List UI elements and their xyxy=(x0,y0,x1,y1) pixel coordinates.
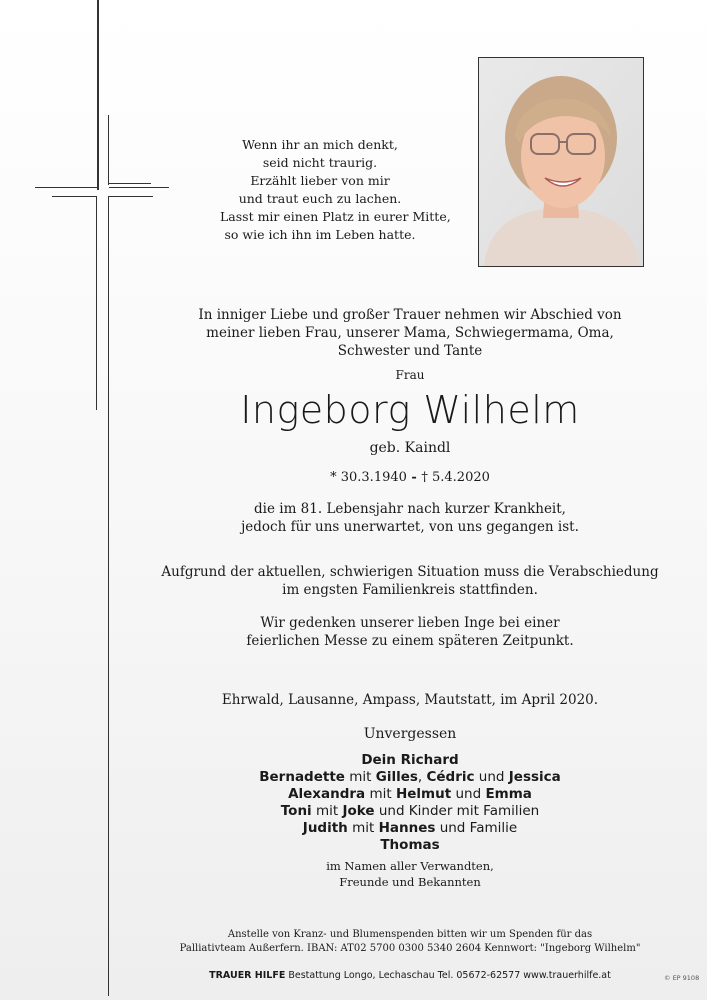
connector: mit xyxy=(344,769,376,785)
donation-text xyxy=(150,928,670,956)
maiden-name: geb. Kaindl xyxy=(369,440,451,456)
intro-text xyxy=(170,306,650,360)
cross-horizontal-line xyxy=(108,183,151,184)
mourner-name: Judith xyxy=(302,820,348,836)
mourner-name: Emma xyxy=(485,786,532,802)
connector: mit xyxy=(311,803,343,819)
connector: , xyxy=(417,769,427,785)
donation-line: Palliativteam Außerfern. IBAN: AT02 5700 0300 5340 2604 Kennwort: "Ingeborg Wilhelm" xyxy=(179,943,641,954)
death-date: † 5.4.2020 xyxy=(421,470,490,485)
mourner-name: Cédric xyxy=(426,769,475,785)
connector: und Familie xyxy=(435,820,518,836)
mourner-line xyxy=(170,803,650,820)
mourner-line xyxy=(170,769,650,786)
situation-text xyxy=(150,563,670,599)
unforgotten-heading: Unvergessen xyxy=(363,726,457,742)
poem-line: seid nicht traurig. xyxy=(262,155,378,170)
mass-line: feierlichen Messe zu einem späteren Zeitpunkt. xyxy=(246,633,574,649)
birth-date: * 30.3.1940 xyxy=(330,470,407,485)
donation-line: Anstelle von Kranz- und Blumenspenden bitten wir um Spenden für das xyxy=(227,929,593,940)
age-line: jedoch für uns unerwartet, von uns gegangen ist. xyxy=(241,519,579,535)
mourner-name: Toni xyxy=(280,803,312,819)
poem-line: so wie ich ihn im Leben hatte. xyxy=(224,227,416,242)
deceased-name: Ingeborg Wilhelm xyxy=(240,388,580,432)
intro-line: In inniger Liebe und großer Trauer nehmen wir Abschied von xyxy=(198,307,622,323)
footer-brand: TRAUER HILFE xyxy=(209,970,286,981)
poem-line: Erzählt lieber von mir xyxy=(250,173,390,188)
relatives-line: im Namen aller Verwandten, xyxy=(326,859,494,873)
cross-horizontal-line xyxy=(35,187,97,188)
mourners-list xyxy=(170,752,650,854)
poem-line: und traut euch zu lachen. xyxy=(238,191,402,206)
situation-line: Aufgrund der aktuellen, schwierigen Situation muss die Verabschiedung xyxy=(161,564,659,580)
cross-vertical-line xyxy=(108,196,109,996)
relatives-text xyxy=(170,858,650,890)
poem-line: Wenn ihr an mich denkt, xyxy=(242,137,398,152)
age-line: die im 81. Lebensjahr nach kurzer Krankheit, xyxy=(254,501,566,517)
cross-horizontal-line xyxy=(109,196,153,197)
relatives-line: Freunde und Bekannten xyxy=(339,875,481,889)
mourner-name: Dein Richard xyxy=(361,752,459,768)
connector: und xyxy=(474,769,509,785)
mourner-name: Alexandra xyxy=(288,786,366,802)
mass-line: Wir gedenken unserer lieben Inge bei einer xyxy=(260,615,560,631)
print-code: © EP 9108 xyxy=(664,974,700,982)
cross-horizontal-line xyxy=(109,187,169,188)
footer xyxy=(150,970,670,981)
intro-line: Schwester und Tante xyxy=(337,343,483,359)
footer-details: Bestattung Longo, Lechaschau Tel. 05672-62577 www.trauerhilfe.at xyxy=(285,970,611,981)
mourner-line xyxy=(170,837,650,854)
date-separator: - xyxy=(406,470,422,485)
mourner-name: Jessica xyxy=(508,769,561,785)
mourner-name: Bernadette xyxy=(259,769,345,785)
mourner-name: Hannes xyxy=(378,820,436,836)
portrait-image xyxy=(479,58,643,266)
situation-line: im engsten Familienkreis stattfinden. xyxy=(282,582,538,598)
mourner-line xyxy=(170,820,650,837)
cross-vertical-line xyxy=(96,196,97,410)
mourner-name: Helmut xyxy=(395,786,452,802)
life-dates xyxy=(170,470,650,485)
mass-text xyxy=(170,614,650,650)
mourner-name: Thomas xyxy=(380,837,440,853)
poem-line: Lasst mir einen Platz in eurer Mitte, xyxy=(220,209,451,224)
mourner-name: Gilles xyxy=(375,769,418,785)
mourner-line xyxy=(170,752,650,769)
cross-horizontal-line xyxy=(52,196,96,197)
deceased-title: Frau xyxy=(395,368,425,382)
mourner-name: Joke xyxy=(342,803,375,819)
poem xyxy=(220,136,451,244)
connector: mit xyxy=(365,786,396,802)
mourner-line xyxy=(170,786,650,803)
connector: mit xyxy=(347,820,379,836)
age-text xyxy=(170,500,650,536)
place-date: Ehrwald, Lausanne, Ampass, Mautstatt, im April 2020. xyxy=(221,692,599,708)
portrait-photo xyxy=(478,57,644,267)
cross-vertical-line xyxy=(108,115,109,185)
connector: und xyxy=(451,786,486,802)
connector: und Kinder mit Familien xyxy=(374,803,540,819)
cross-vertical-line xyxy=(97,0,99,190)
intro-line: meiner lieben Frau, unserer Mama, Schwiegermama, Oma, xyxy=(206,325,614,341)
